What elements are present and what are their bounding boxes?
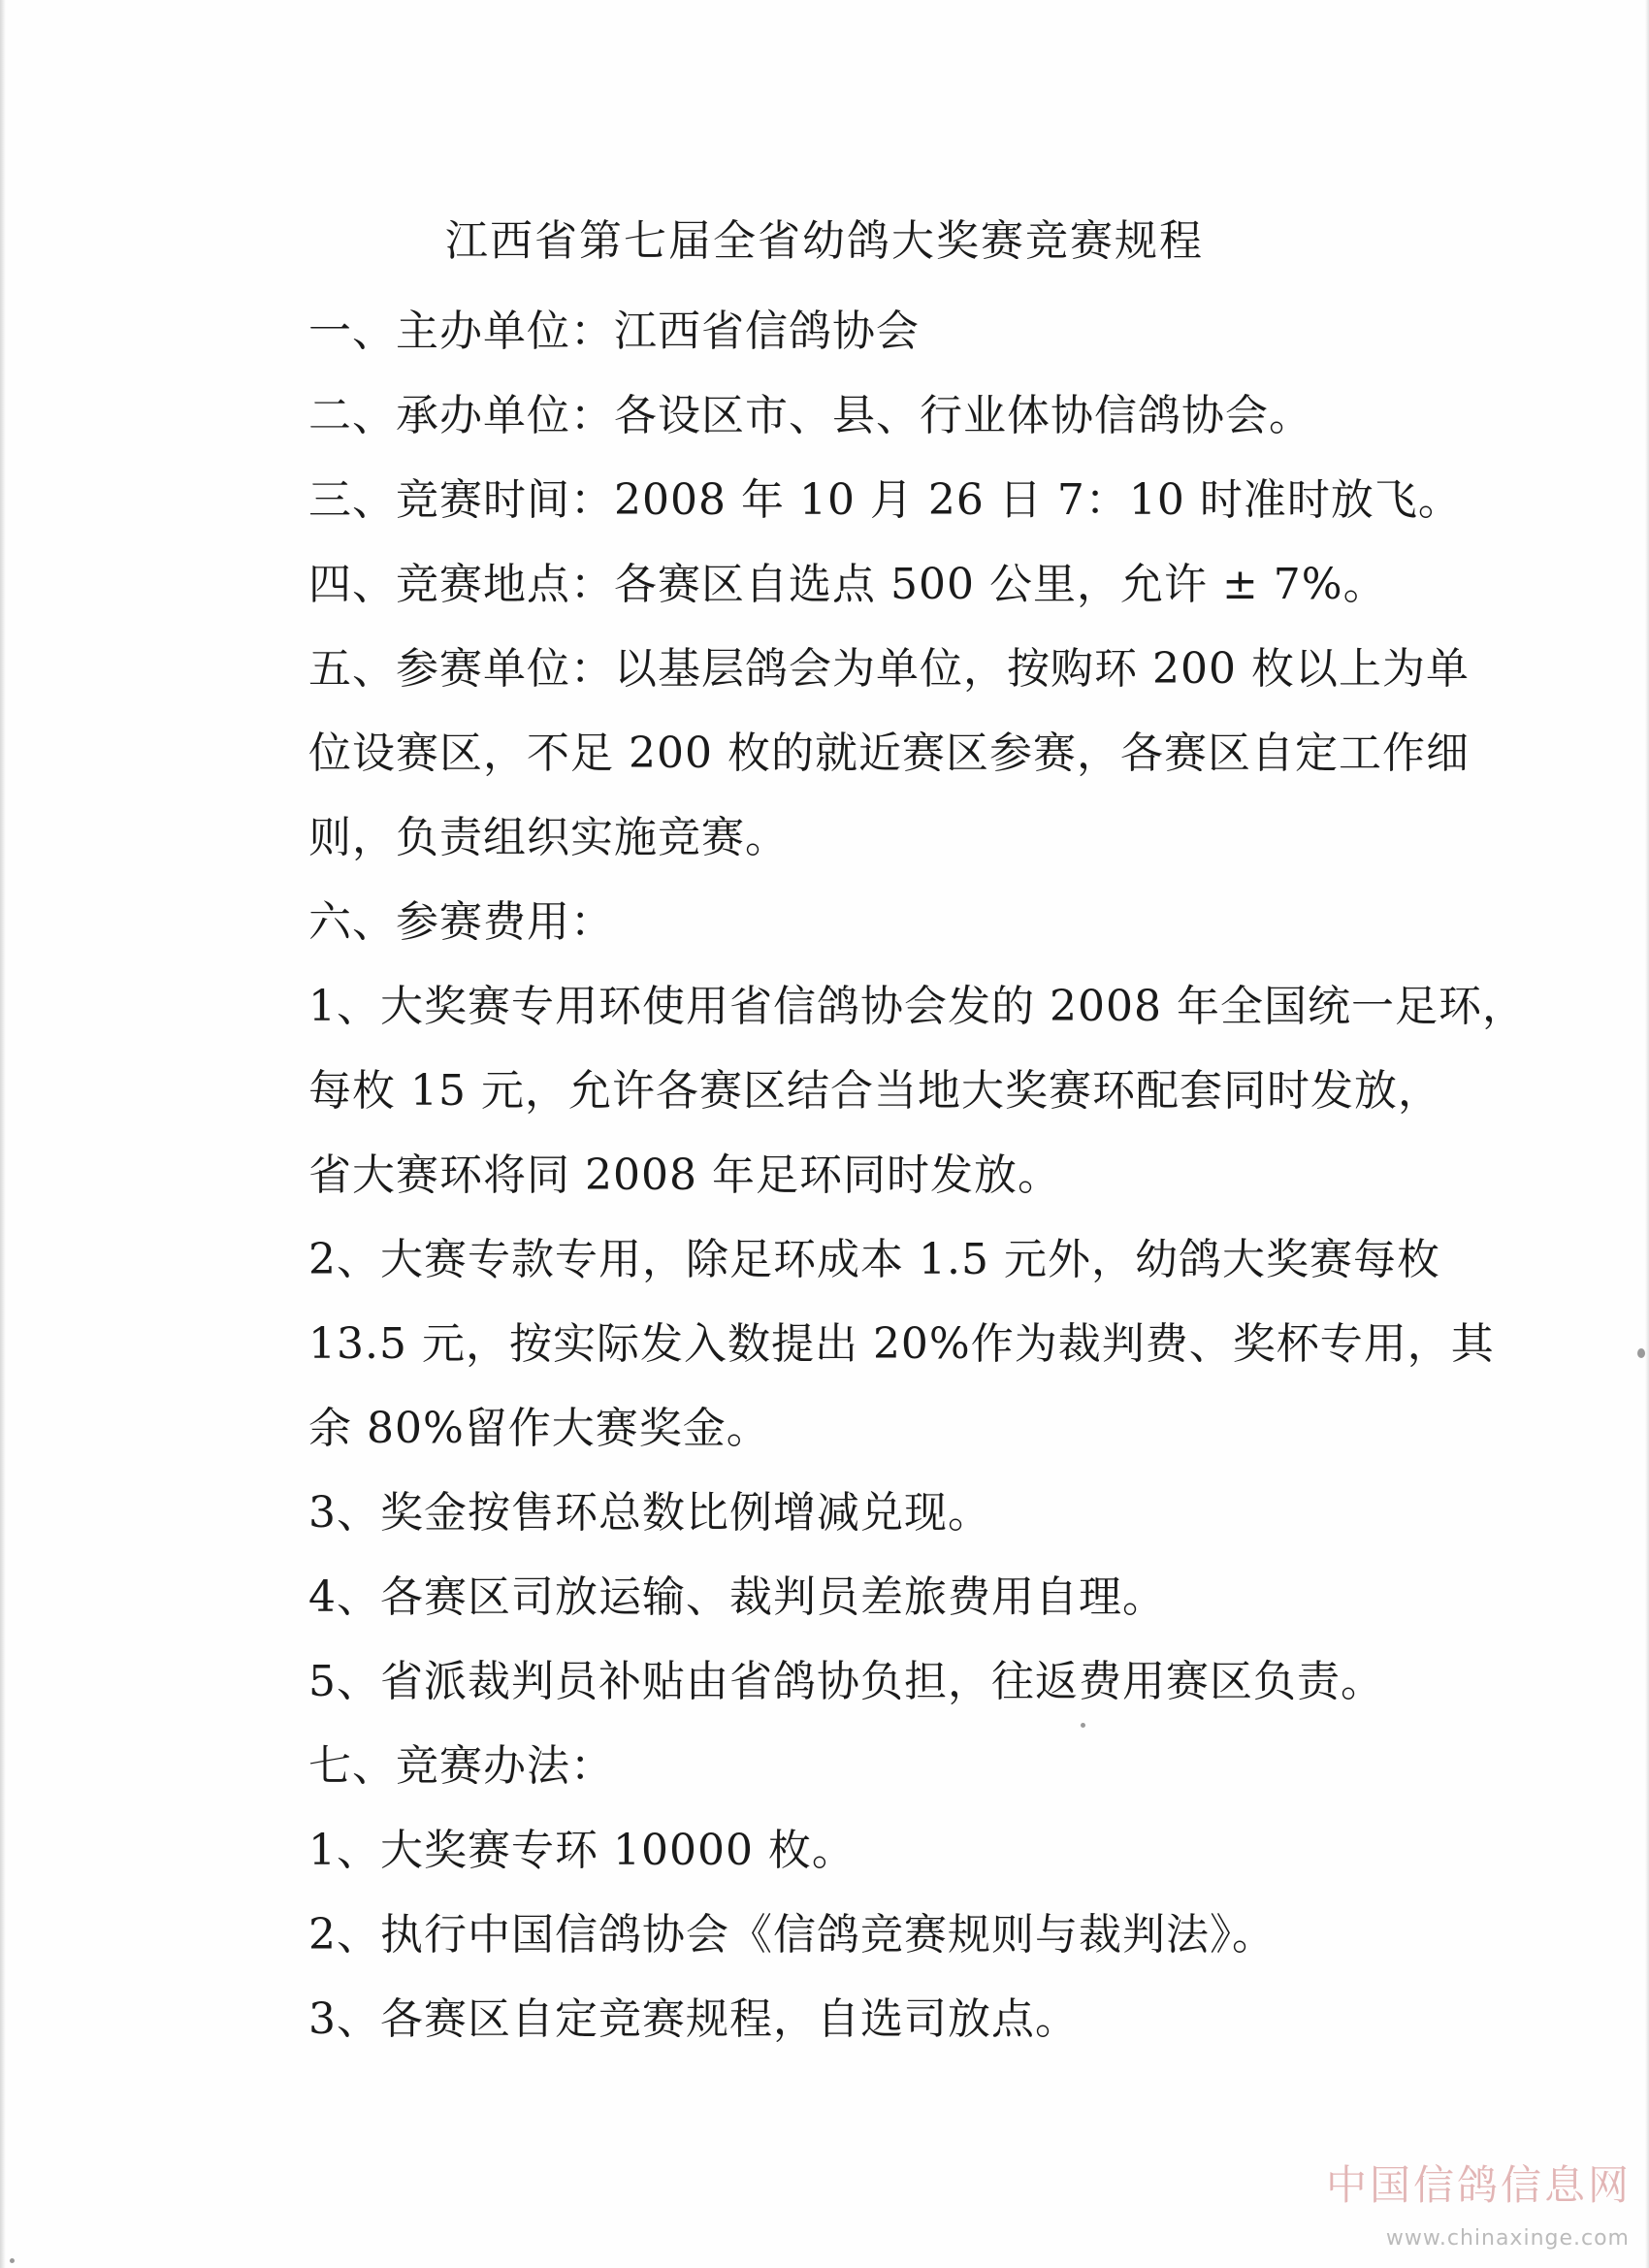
line-fee-2a: 2、大赛专款专用，除足环成本 1.5 元外，幼鸽大奖赛每枚 xyxy=(308,1235,1440,1284)
scan-edge-left xyxy=(0,0,6,2268)
line-race-time: 三、竞赛时间：2008 年 10 月 26 日 7：10 时准时放飞。 xyxy=(308,475,1462,525)
line-fee-5: 5、省派裁判员补贴由省鸽协负担，往返费用赛区负责。 xyxy=(308,1657,1384,1706)
scan-speck xyxy=(10,2258,15,2263)
line-fee-1a: 1、大奖赛专用环使用省信鸽协会发的 2008 年全国统一足环， xyxy=(308,982,1526,1031)
scan-speck xyxy=(1081,1723,1085,1728)
line-fees-heading: 六、参赛费用： xyxy=(308,897,614,947)
line-method-2: 2、执行中国信鸽协会《信鸽竞赛规则与裁判法》。 xyxy=(308,1910,1276,1960)
line-organizer: 一、主办单位：江西省信鸽协会 xyxy=(308,307,920,356)
watermark-url: www.chinaxinge.com xyxy=(1385,2226,1630,2251)
line-co-organizer: 二、承办单位：各设区市、县、行业体协信鸽协会。 xyxy=(308,391,1312,440)
line-race-location: 四、竞赛地点：各赛区自选点 500 公里，允许 ± 7%。 xyxy=(308,560,1387,609)
line-method-3: 3、各赛区自定竞赛规程，自选司放点。 xyxy=(308,1994,1079,2044)
line-participants-3: 则，负责组织实施竞赛。 xyxy=(308,813,789,862)
scan-speck xyxy=(1637,1348,1645,1358)
line-method-heading: 七、竞赛办法： xyxy=(308,1741,614,1791)
line-fee-1b: 每枚 15 元，允许各赛区结合当地大奖赛环配套同时发放， xyxy=(308,1066,1441,1116)
scan-edge-right xyxy=(1645,0,1649,2268)
line-method-1: 1、大奖赛专环 10000 枚。 xyxy=(308,1826,856,1875)
line-participants-1: 五、参赛单位：以基层鸽会为单位，按购环 200 枚以上为单 xyxy=(308,644,1470,694)
line-fee-1c: 省大赛环将同 2008 年足环同时发放。 xyxy=(308,1150,1061,1200)
document-title: 江西省第七届全省幼鸽大奖赛竞赛规程 xyxy=(445,216,1204,266)
watermark-logo-text: 中国信鸽信息网 xyxy=(1325,2161,1632,2209)
line-fee-4: 4、各赛区司放运输、裁判员差旅费用自理。 xyxy=(308,1572,1166,1622)
line-participants-2: 位设赛区，不足 200 枚的就近赛区参赛，各赛区自定工作细 xyxy=(308,729,1470,778)
line-fee-2c: 余 80%留作大赛奖金。 xyxy=(308,1404,770,1453)
line-fee-3: 3、奖金按售环总数比例增减兑现。 xyxy=(308,1488,991,1538)
line-fee-2b: 13.5 元，按实际发入数提出 20%作为裁判费、奖杯专用，其 xyxy=(308,1319,1495,1369)
